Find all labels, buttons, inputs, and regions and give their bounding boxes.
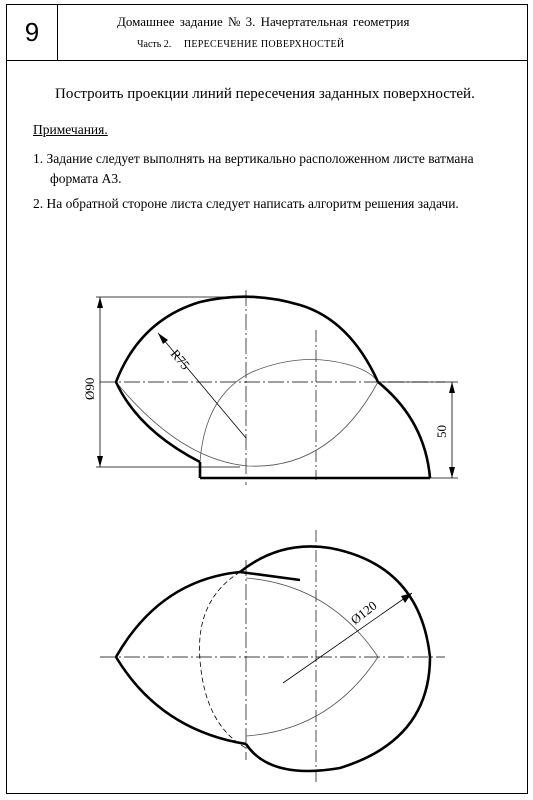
- sheet-number: 9: [7, 5, 58, 60]
- assignment-title: Домашнее задание № 3. Начертательная геометрия: [117, 14, 410, 29]
- front-diameter-label: Ø90: [82, 377, 97, 400]
- note-item-1-continued: формата А3.: [50, 171, 122, 186]
- part-name: ПЕРЕСЕЧЕНИЕ ПОВЕРХНОСТЕЙ: [183, 39, 345, 50]
- radius-arrowhead: [158, 333, 168, 344]
- top-view: [100, 530, 445, 785]
- radius-dimension-label: R75: [167, 346, 194, 373]
- front-cylinder-lower-outline: [116, 382, 200, 462]
- top-sphere-outline: [240, 546, 430, 771]
- front-sphere-outline: [378, 382, 430, 478]
- front-lens-lower-arc: [116, 382, 378, 466]
- diameter-arrow-bottom: [97, 456, 103, 467]
- height-arrow-bottom: [449, 467, 455, 478]
- top-diameter-leader: [283, 593, 412, 683]
- radius-leader: [158, 333, 246, 438]
- task-statement: Построить проекции линий пересечения заданных поверхностей.: [55, 86, 475, 102]
- height-dimension-label: 50: [434, 425, 449, 438]
- note-item-2: 2. На обратной стороне листа следует написать алгоритм решения задачи.: [33, 196, 459, 211]
- diameter-arrow-top: [97, 297, 103, 308]
- note-item-1: 1. Задание следует выполнять на вертикально расположенном листе ватмана: [33, 151, 474, 166]
- top-cylinder-upper-outline: [116, 572, 300, 657]
- height-arrow-top: [449, 382, 455, 393]
- part-label: Часть 2.: [137, 39, 172, 50]
- top-cylinder-lower-outline: [116, 657, 246, 744]
- top-diameter-label: Ø120: [347, 597, 380, 628]
- top-hidden-circle-arc: [200, 572, 247, 748]
- front-view: [82, 290, 458, 485]
- top-lens-lower: [246, 657, 378, 736]
- front-sphere-thin-arc: [200, 360, 378, 463]
- front-cylinder-outline: [116, 297, 378, 382]
- notes-heading: Примечания.: [33, 122, 108, 137]
